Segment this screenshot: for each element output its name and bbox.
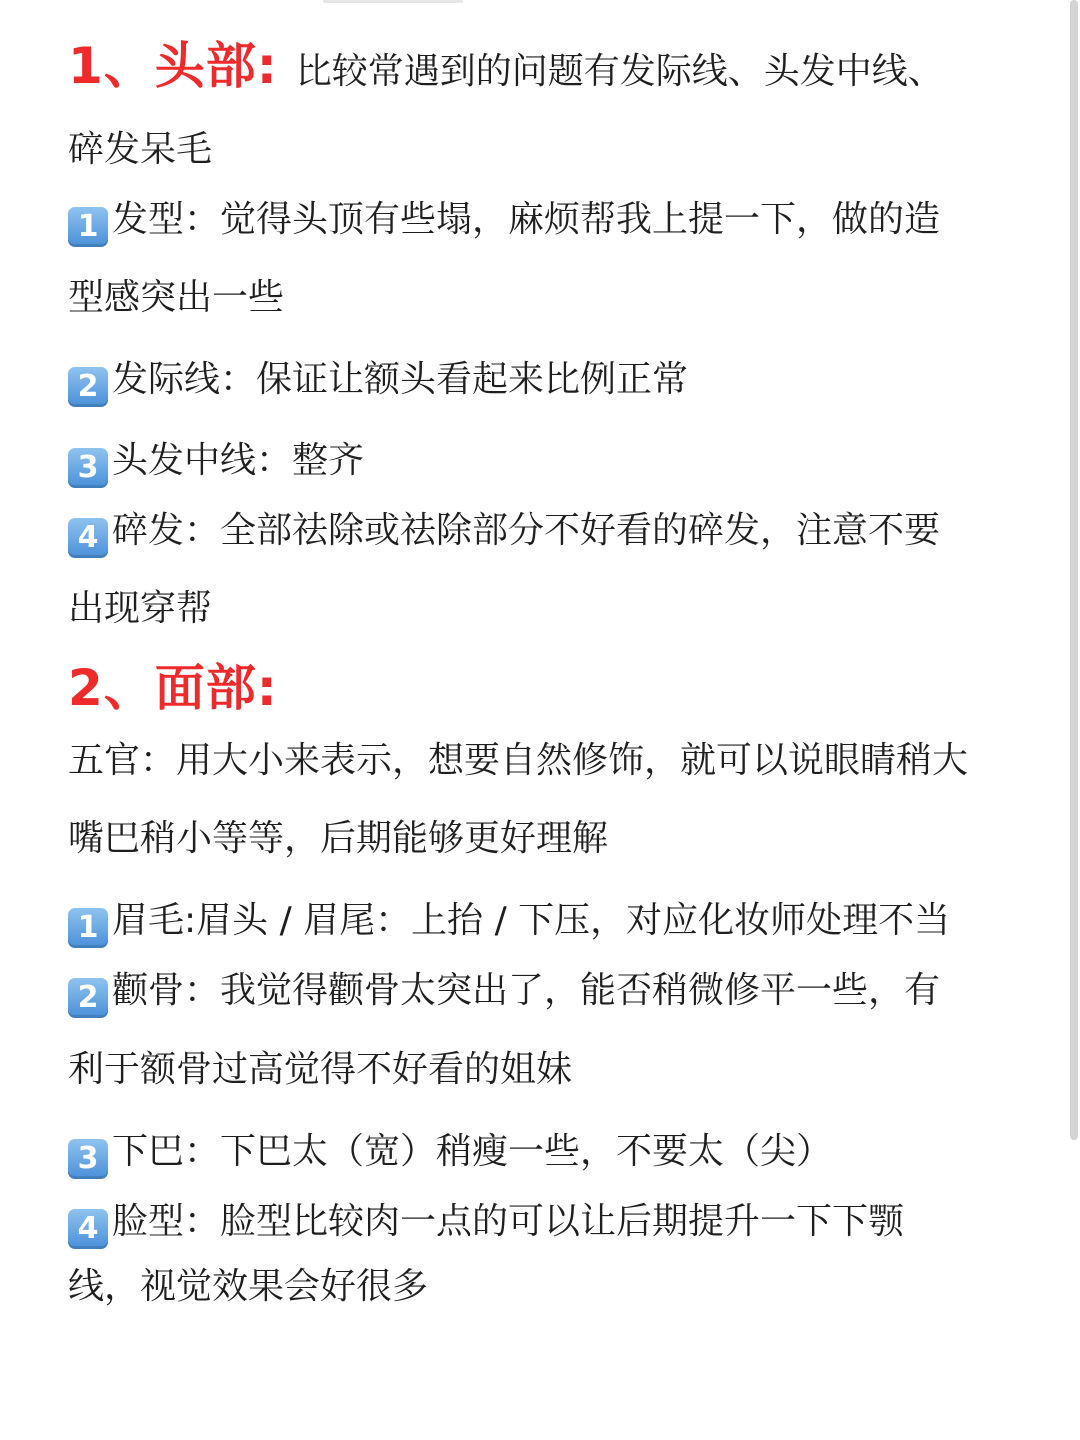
list-item <box>68 357 1020 407</box>
section-intro: 五官：用大小来表示，想要自然修饰，就可以说眼睛稍大 <box>68 740 969 781</box>
list-item <box>68 1199 1020 1249</box>
number-badge-icon: 2 <box>68 367 108 407</box>
section-label: 1、头部: <box>68 37 278 95</box>
section-description-cont: 碎发呆毛 <box>68 129 213 170</box>
number-badge-icon: 1 <box>68 207 108 247</box>
list-item <box>68 898 1020 948</box>
list-item-text: 脸型：脸型比较肉一点的可以让后期提升一下下颚 <box>112 1201 905 1242</box>
list-item-cont: 出现穿帮 <box>68 588 213 629</box>
section-intro-cont: 嘴巴稍小等等，后期能够更好理解 <box>68 818 609 859</box>
list-item-cont: 线，视觉效果会好很多 <box>68 1266 429 1307</box>
list-item <box>68 968 1020 1018</box>
section-heading-face <box>68 658 1020 724</box>
number-badge-icon: 1 <box>68 908 108 948</box>
scrollbar[interactable] <box>1070 0 1078 1140</box>
list-item-text: 眉毛:眉头 / 眉尾：上抬 / 下压，对应化妆师处理不当 <box>112 900 951 941</box>
section-heading-head <box>68 36 1020 102</box>
number-badge-icon: 2 <box>68 978 108 1018</box>
list-item <box>68 1129 1020 1179</box>
list-item-text: 下巴：下巴太（宽）稍瘦一些，不要太（尖） <box>112 1131 833 1172</box>
number-badge-icon: 4 <box>68 518 108 558</box>
list-item-text: 头发中线：整齐 <box>112 440 365 481</box>
number-badge-icon: 3 <box>68 1139 108 1179</box>
list-item <box>68 438 1020 488</box>
top-divider <box>323 0 463 3</box>
list-item-text: 发际线：保证让额头看起来比例正常 <box>112 359 689 400</box>
list-item <box>68 197 1020 247</box>
list-item-text: 发型：觉得头顶有些塌，麻烦帮我上提一下，做的造 <box>112 199 941 240</box>
number-badge-icon: 4 <box>68 1209 108 1249</box>
list-item-cont: 型感突出一些 <box>68 277 285 318</box>
list-item-text: 碎发：全部祛除或祛除部分不好看的碎发，注意不要 <box>112 510 941 551</box>
number-badge-icon: 3 <box>68 448 108 488</box>
list-item <box>68 508 1020 558</box>
list-item-text: 颧骨：我觉得颧骨太突出了，能否稍微修平一些，有 <box>112 970 941 1011</box>
section-label: 2、面部: <box>68 659 278 717</box>
list-item-cont: 利于额骨过高觉得不好看的姐妹 <box>68 1049 573 1090</box>
section-description: 比较常遇到的问题有发际线、头发中线、 <box>295 51 944 92</box>
